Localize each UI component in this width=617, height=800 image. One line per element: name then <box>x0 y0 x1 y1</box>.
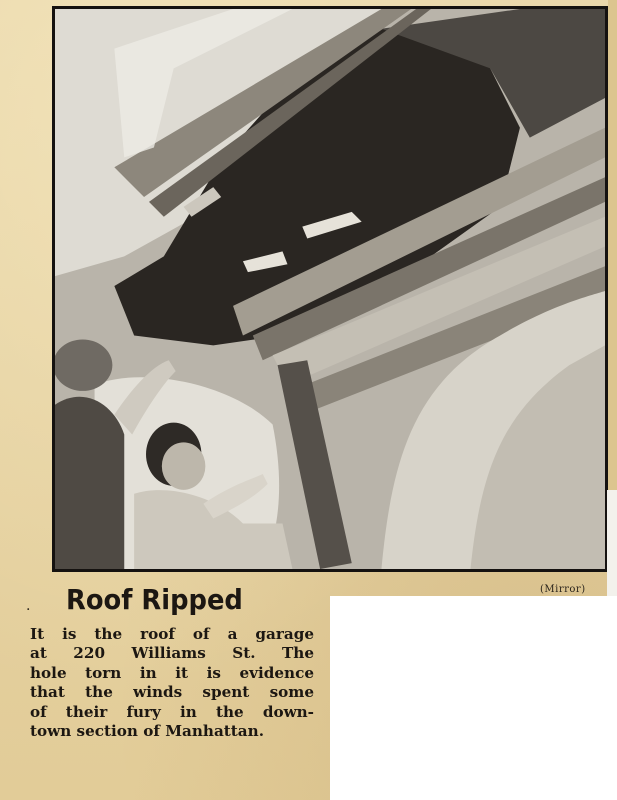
news-photo <box>52 6 608 572</box>
bullet-mark: . <box>26 598 31 614</box>
headline: Roof Ripped <box>66 583 243 616</box>
roof-damage-photo <box>55 9 605 569</box>
caption-line: that the winds spent some <box>30 683 314 702</box>
blank-scan-area <box>330 596 617 800</box>
caption-line: of their fury in the down- <box>30 702 314 721</box>
photo-credit: (Mirror) <box>540 584 586 595</box>
caption-line: at 220 Williams St. The <box>30 644 314 663</box>
paper-edge <box>608 0 617 490</box>
scan-edge <box>607 490 617 596</box>
caption <box>30 625 314 741</box>
caption-line: town section of Manhattan. <box>30 722 264 741</box>
caption-line: hole torn in it is evidence <box>30 663 314 682</box>
caption-line: It is the roof of a garage <box>30 625 314 643</box>
